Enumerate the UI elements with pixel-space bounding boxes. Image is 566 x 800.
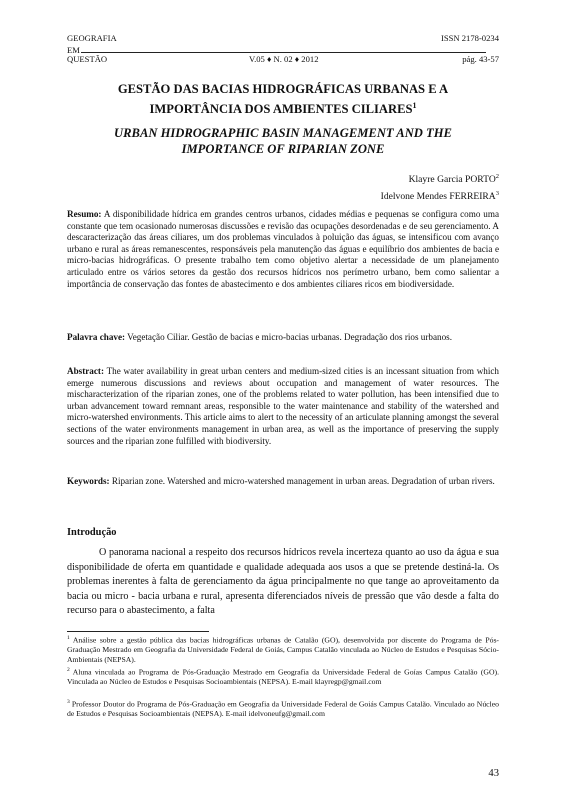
palavra-chave-text: Vegetação Ciliar. Gestão de bacias e micro-bacias urbanas. Degradação dos rios urbanos. [125,332,452,342]
footnote-1: $^1$ Análise sobre a gestão pública das bacias hidrográficas urbanas de Catalão (GO), desenvolvida por discente do Programa de Pós-Graduação Mestrado em Geografia da Universidade Federal de Goiás, Campus Catalão vinculada ao Núcleo de Estudos e Pesquisas Sócio-Ambientais (NEPSA). [67,635,499,665]
resumo-text: A disponibilidade hídrica em grandes centros urbanos, cidades médias e pequenas se configura como uma constante que tem ocasionado numerosas discussões e revisão das ocupações desordenadas e de seu gerenciamento. A descaracterização das áreas ciliares, um dos problemas vinculados à poluição das águas, se intensificou com avanço urbano e rural as áreas remanescentes, responsáveis pela manutenção das águas e equilíbrio dos ambientes de bacia e micro-bacias hidrográficas. O presente trabalho tem como objetivo alertar a necessidade de um planejamento articulado entre os vários setores da gestão dos recursos hídricos nos perímetro urbano, bem como salientar a importância de conservação das fontes de abastecimento e dos ambientes ciliares ricos em biodiversidade. [67,209,499,289]
author-list [381,170,499,204]
author-1: Klayre Garcia PORTO$^2$ [408,173,499,186]
abstract-text: The water availability in great urban centers and medium-sized cities is an incessant situation from which emerge numerous discussions and reviews about occupation and management of water resources. The mischaracterization of the riparian zones, one of the problems related to water pollution, has been intensified due to urban advancement toward remnant areas, responsible to the water maintenance and stability of the watershed and micro-watershed environments. This article aims to alert to the necessity of an articulate planning amongst the several sections of the water environments management in urban area, as well as the importance of preserving the supply sources and the riparian zone fulfilled with biodiversity. [67,366,499,446]
author-2: Idelvone Mendes FERREIRA$^3$ [380,189,499,203]
palavra-chave-label: Palavra chave: [67,332,126,342]
title-en-line2: IMPORTANCE OF RIPARIAN ZONE [181,141,385,156]
resumo-paragraph [67,209,499,290]
title-pt-line1: GESTÃO DAS BACIAS HIDROGRÁFICAS URBANAS E A [117,82,449,96]
footnote-rule [67,631,209,632]
journal-name-line2: EM [67,44,80,55]
palavra-chave-paragraph [67,332,499,344]
keywords-label: Keywords: [67,476,110,486]
footnote-3: $^3$ Professor Doutor do Programa de Pós-Graduação em Geografia da Universidade Federal de Goiás Campus Catalão. Vinculado ao Núcleo de Estudos e Pesquisas Socioambientais (NEPSA). E-mail idelvoneufg@gmail.com [67,699,499,719]
journal-name-line3: QUESTÃO [67,54,108,64]
footnote-2: $^2$ Aluna vinculada ao Programa de Pós-Graduação Mestrado em Geografia da Universidade Federal de Goías Campus Catalão (GO). Vinculada ao Núcleo de Estudos e Pesquisas Socioambientais (NEPSA). E-mail klayregp@gmail.com [67,667,499,687]
resumo-label: Resumo: [67,209,102,219]
title-en-line1: URBAN HIDROGRAPHIC BASIN MANAGEMENT AND THE [114,126,452,140]
title-footnote-mark: 1 [412,100,417,110]
page-number: 43 [488,768,499,779]
abstract-paragraph [67,366,499,447]
intro-paragraph: O panorama nacional a respeito dos recursos hídricos revela incerteza quanto ao uso da água e sua disponibilidade de oferta em quantidade e qualidade adequada aos usos a que se pretende destiná-la. Os problemas inerentes à falta de gerenciamento da água principalmente no que tange ao aproveitamento da bacia ou micro - bacia urbana e rural, apresenta diferenciados níveis de pressão que vão desde a falta do recurso para o abastecimento, a falta [67,547,499,617]
journal-name-line1: GEOGRAFIA [67,33,117,43]
page-range: pág. 43-57 [462,54,499,64]
abstract-label: Abstract: [67,366,104,376]
title-portuguese [67,82,499,117]
header-rule [81,44,486,53]
title-english [67,126,499,157]
title-pt-line2: IMPORTÂNCIA DOS AMBIENTES CILIARES [149,101,413,116]
issn: ISSN 2178-0234 [440,33,499,43]
running-header [67,33,499,65]
intro-heading: Introdução [67,527,117,538]
volume-info: V.05 ♦ N. 02 ♦ 2012 [249,54,319,64]
keywords-paragraph [67,476,499,488]
keywords-text: Riparian zone. Watershed and micro-watershed management in urban areas. Degradation of urban rivers. [109,476,495,486]
